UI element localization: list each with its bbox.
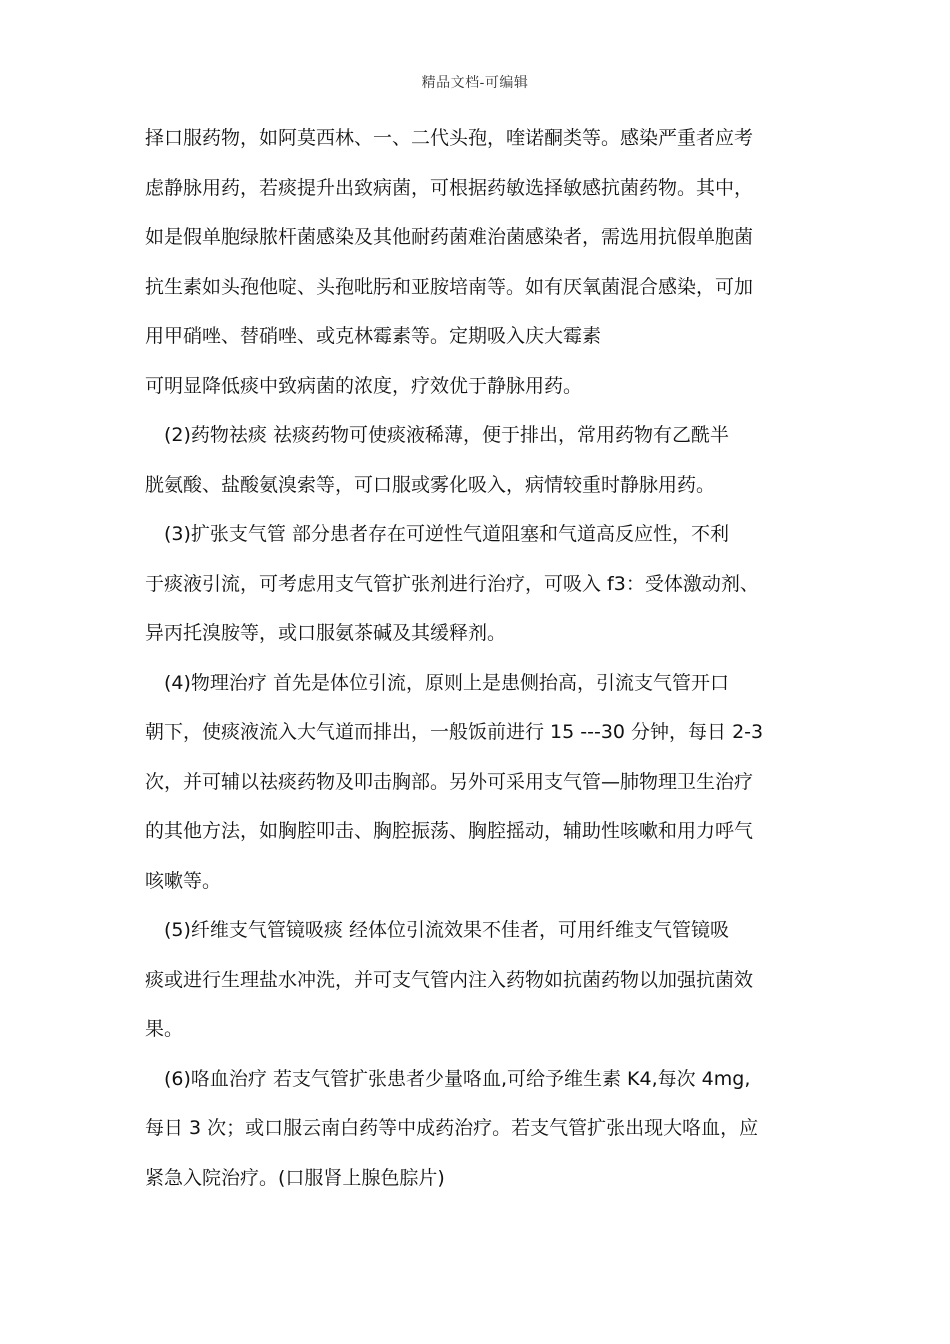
text-line-14: 次，并可辅以祛痰药物及叩击胸部。另外可采用支气管—肺物理卫生治疗 bbox=[145, 770, 754, 793]
text-line-11: 异丙托溴胺等，或口服氨茶碱及其缓释剂。 bbox=[145, 622, 507, 644]
text-line-4: 抗生素如头孢他啶、头孢吡肟和亚胺培南等。如有厌氧菌混合感染，可加 bbox=[145, 275, 754, 298]
text-line-21: 每日 3 次；或口服云南白药等中成药治疗。若支气管扩张出现大咯血，应 bbox=[145, 1117, 759, 1139]
text-line-5: 用甲硝唑、替硝唑、或克林霉素等。定期吸入庆大霉素 bbox=[145, 325, 602, 347]
text-line-1: 择口服药物，如阿莫西林、一、二代头孢，喹诺酮类等。感染严重者应考 bbox=[145, 127, 754, 149]
text-line-8: 胱氨酸、盐酸氨溴索等，可口服或雾化吸入，病情较重时静脉用药。 bbox=[145, 473, 716, 496]
text-line-15: 的其他方法，如胸腔叩击、胸腔振荡、胸腔摇动，辅助性咳嗽和用力呼气 bbox=[145, 820, 754, 842]
page-header: 精品文档-可编辑 bbox=[421, 75, 529, 91]
section-2-drug-expectorant: (2)药物祛痰 祛痰药物可使痰液稀薄，便于排出，常用药物有乙酰半 bbox=[164, 424, 729, 446]
text-line-6: 可明显降低痰中致病菌的浓度，疗效优于静脉用药。 bbox=[145, 374, 583, 397]
text-line-3: 如是假单胞绿脓杆菌感染及其他耐药菌难治菌感染者，需选用抗假单胞菌 bbox=[145, 226, 754, 248]
text-line-13: 朝下，使痰液流入大气道而排出，一般饭前进行 15 ---30 分钟，每日 2-3 bbox=[145, 721, 764, 743]
document-body bbox=[145, 120, 815, 1209]
text-line-2: 虑静脉用药，若痰提升出致病菌，可根据药敏选择敏感抗菌药物。其中， bbox=[145, 176, 754, 199]
text-line-10: 于痰液引流，可考虑用支气管扩张剂进行治疗，可吸入 f3：受体激动剂、 bbox=[145, 572, 759, 595]
section-6-hemoptysis: (6)咯血治疗 若支气管扩张患者少量咯血,可给予维生素 K4,每次 4mg, bbox=[164, 1067, 751, 1090]
text-line-19: 果。 bbox=[145, 1018, 184, 1040]
text-line-18: 痰或进行生理盐水冲洗，并可支气管内注入药物如抗菌药物以加强抗菌效 bbox=[145, 968, 754, 991]
text-line-22: 紧急入院治疗。(口服肾上腺色腙片) bbox=[145, 1166, 445, 1189]
section-5-bronchoscopy: (5)纤维支气管镜吸痰 经体位引流效果不佳者，可用纤维支气管镜吸 bbox=[164, 919, 729, 941]
text-line-16: 咳嗽等。 bbox=[145, 869, 222, 892]
section-4-physical-therapy: (4)物理治疗 首先是体位引流，原则上是患侧抬高，引流支气管开口 bbox=[164, 671, 729, 694]
section-3-bronchodilation: (3)扩张支气管 部分患者存在可逆性气道阻塞和气道高反应性，不利 bbox=[164, 523, 729, 545]
